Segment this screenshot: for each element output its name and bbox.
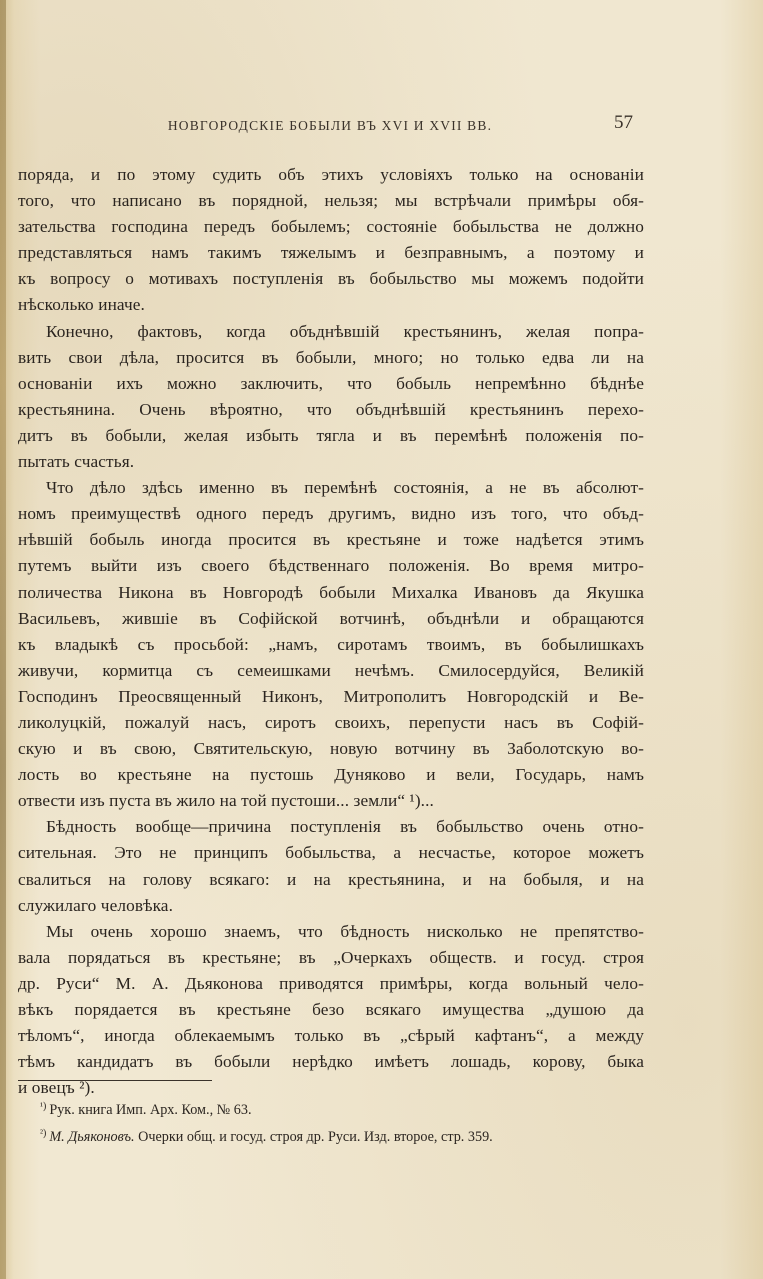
text-line: основаніи ихъ можно заключить, что бобыль непремѣнно бѣднѣе [18, 373, 644, 393]
text-line: живучи, кормитца съ семеишками нечѣмъ. Смилосердуйся, Великій [18, 660, 644, 680]
text-line: Бѣдность вообще—причина поступленія въ бобыльство очень отно- [46, 817, 644, 837]
text-line: зательства господина передъ бобылемъ; состояніе бобыльства не должно [18, 217, 644, 237]
running-title: НОВГОРОДСКІЕ БОБЫЛИ ВЪ XVI И XVII ВВ. [167, 118, 493, 133]
text-line: отвести изъ пуста въ жило на той пустоши... земли“ ¹)... [18, 791, 434, 811]
text-line: тѣломъ“, иногда облекаемымъ только въ „сѣрый кафтанъ“, а между [18, 1026, 644, 1046]
text-line: поличества Никона въ Новгородѣ бобыли Михалка Ивановъ да Якушка [18, 582, 644, 602]
page-number: 57 [614, 112, 633, 133]
text-line: Господинъ Преосвященный Никонъ, Митрополитъ Новгородскій и Ве- [18, 686, 644, 706]
text-line: пытать счастья. [18, 452, 135, 472]
text-line: номъ преимуществѣ одного передъ другимъ, видно изъ того, что объд- [18, 504, 644, 524]
text-line: нѣсколько иначе. [18, 295, 145, 315]
text-line: Что дѣло здѣсь именно въ перемѣнѣ состоянія, а не въ абсолют- [46, 478, 644, 498]
text-line: Васильевъ, жившіе въ Софійской вотчинѣ, объднѣли и обращаются [18, 608, 644, 628]
footnote [40, 1095, 640, 1122]
footnote-mark: ²) [40, 1128, 47, 1139]
text-line: лость во крестьяне на пустошь Дуняково и вели, Государь, намъ [18, 765, 644, 785]
text-line: къ владыкѣ съ просьбой: „намъ, сиротамъ твоимъ, въ бобылишкахъ [18, 634, 644, 654]
text-line: ликолуцкій, пожалуй насъ, сиротъ своихъ, перепусти насъ въ Софій- [18, 712, 644, 732]
text-line: скую и въ свою, Святительскую, новую вотчину въ Заболотскую во- [18, 739, 644, 759]
text-line: нѣвшій бобыль иногда просится въ крестьяне и тоже надѣется этимъ [18, 530, 644, 550]
text-line: вала порядаться въ крестьяне; въ „Очеркахъ обществ. и госуд. строя [18, 947, 644, 967]
footnote-text: Очерки общ. и госуд. строя др. Руси. Изд. второе, стр. 359. [138, 1129, 493, 1145]
text-line: Мы очень хорошо знаемъ, что бѣдность нисколько не препятство- [46, 921, 644, 941]
text-line: представляться намъ такимъ тяжелымъ и безправнымъ, а поэтому и [18, 243, 644, 263]
footnote-text: Рук. книга Имп. Арх. Ком., № 63. [49, 1102, 252, 1118]
text-line: того, что написано въ порядной, нельзя; мы встрѣчали примѣры обя- [18, 191, 644, 211]
text-line: др. Руси“ М. А. Дьяконова приводятся примѣры, когда вольный чело- [18, 973, 644, 993]
body-text [18, 162, 644, 1101]
footnote-mark: ¹) [40, 1101, 47, 1112]
text-line: поряда, и по этому судить объ этихъ условіяхъ только на основаніи [18, 165, 644, 184]
text-line: свалиться на голову всякаго: и на крестьянина, и на бобыля, и на [18, 869, 644, 889]
text-line: и овецъ ²). [18, 1078, 95, 1098]
text-line: тѣмъ кандидатъ въ бобыли нерѣдко имѣетъ лошадь, корову, быка [18, 1052, 644, 1072]
page-edge-shadow [0, 0, 6, 1279]
footnote-author: М. Дьяконовъ. [49, 1129, 135, 1145]
text-line: къ вопросу о мотивахъ поступленія въ бобыльство мы можемъ подойти [18, 269, 644, 289]
text-line: дитъ въ бобыли, желая избыть тягла и въ перемѣнѣ положенія по- [18, 425, 644, 445]
text-line: служилаго человѣка. [18, 895, 174, 915]
text-line: Конечно, фактовъ, когда объднѣвшій крестьянинъ, желая попра- [46, 321, 644, 341]
footnotes [40, 1095, 640, 1149]
footnote-separator [18, 1080, 212, 1081]
text-line: путемъ выйти изъ своего бѣдственнаго положенія. Во время митро- [18, 556, 644, 576]
text-line: сительная. Это не принципъ бобыльства, а несчастье, которое можетъ [18, 843, 644, 863]
text-line: крестьянина. Очень вѣроятно, что объднѣвшій крестьянинъ перехо- [18, 399, 644, 419]
text-line: вѣкъ порядается въ крестьяне безо всякаго имущества „душою да [18, 1000, 644, 1019]
footnote [40, 1122, 640, 1149]
text-line: вить свои дѣла, просится въ бобыли, много; но только едва ли на [18, 347, 644, 367]
